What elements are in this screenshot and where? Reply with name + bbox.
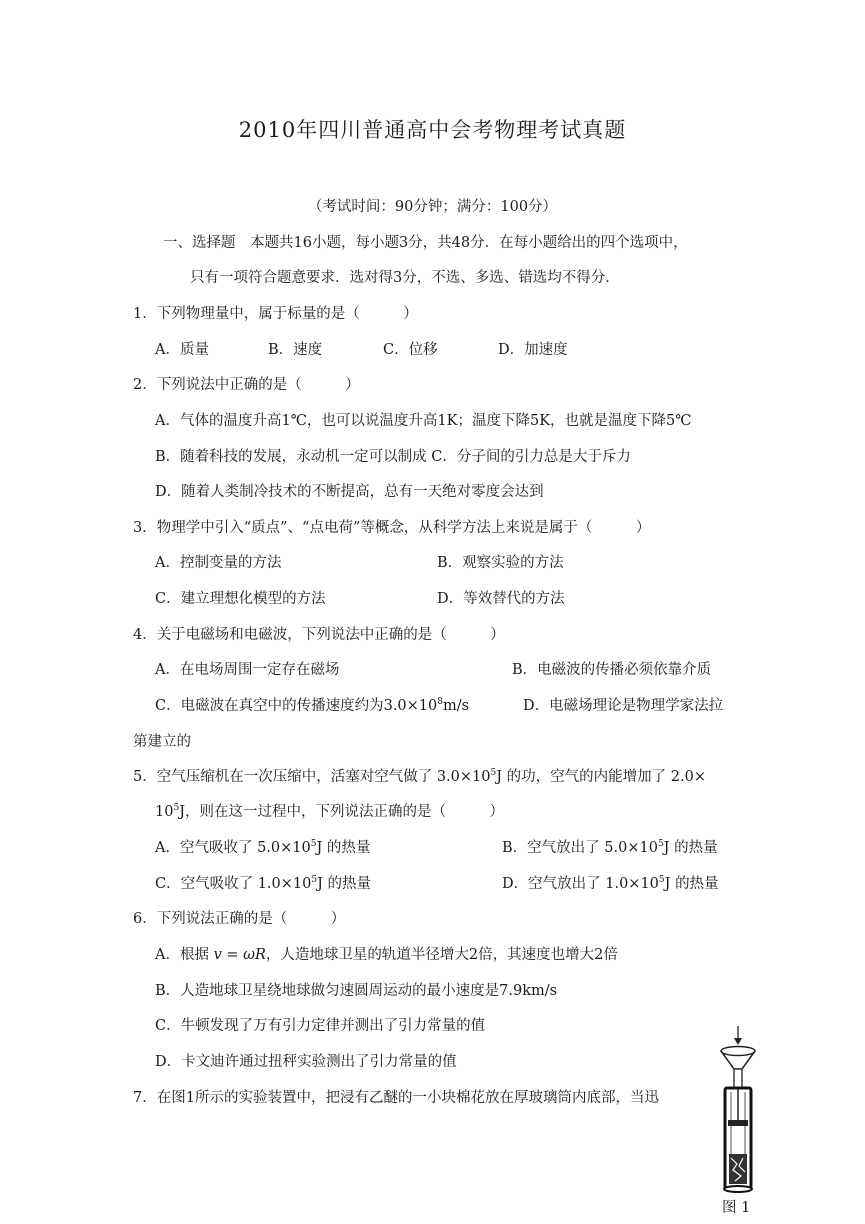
question-5-stem: 5．空气压缩机在一次压缩中，活塞对空气做了 $3.0\times 10^5J$ 的功，空气的内能增加了 2.0× bbox=[133, 768, 706, 785]
question-2-stem: 2．下列说法中正确的是（ ） bbox=[133, 377, 360, 393]
question-5-option-d: D．空气放出了 $1.0\times 10^5J$ 的热量 bbox=[502, 875, 719, 892]
page-title: 2010年四川普通高中会考物理考试真题 bbox=[238, 118, 627, 142]
question-5-option-b: B．空气放出了 $5.0\times 10^5J$ 的热量 bbox=[502, 839, 718, 856]
section-instruction-line1: 一、选择题 本题共16小题，每小题3分，共48分．在每小题给出的四个选项中， bbox=[163, 235, 688, 251]
question-3-option-a: A．控制变量的方法 bbox=[155, 555, 282, 571]
question-5-stem-continued: $10^5J$，则在这一过程中，下列说法正确的是（ ） bbox=[155, 803, 504, 820]
figure-caption: 图 1 bbox=[722, 1200, 751, 1216]
formula-v-omega-r: v = ωR bbox=[213, 947, 266, 963]
question-3-option-b: B．观察实验的方法 bbox=[437, 555, 564, 571]
section-instruction-line2: 只有一项符合题意要求．选对得3分，不选、多选、错选均不得分． bbox=[190, 270, 620, 286]
question-4-stem: 4．关于电磁场和电磁波，下列说法中正确的是（ ） bbox=[133, 627, 505, 643]
question-3-option-d: D．等效替代的方法 bbox=[437, 591, 565, 607]
question-1-option-c: C．位移 bbox=[383, 342, 438, 358]
question-2-option-d: D．随着人类制冷技术的不断提高，总有一天绝对零度会达到 bbox=[155, 484, 544, 500]
exam-info: （考试时间：90分钟；满分：100分） bbox=[307, 199, 558, 215]
question-1-option-a: A．质量 bbox=[155, 342, 209, 358]
question-7-stem: 7．在图1所示的实验装置中，把浸有乙醚的一小块棉花放在厚玻璃筒内底部，当迅 bbox=[133, 1090, 659, 1106]
question-3-stem: 3．物理学中引入“质点”、“点电荷”等概念，从科学方法上来说是属于（ ） bbox=[133, 520, 651, 536]
question-4-option-c: C．电磁波在真空中的传播速度约为$3.0\times 10^8m/s$ bbox=[155, 697, 470, 714]
question-6-option-a: A．根据 v = ωR，人造地球卫星的轨道半径增大2倍，其速度也增大2倍 bbox=[155, 947, 618, 963]
question-1-stem: 1．下列物理量中，属于标量的是（ ） bbox=[133, 306, 418, 322]
question-6-option-b: B．人造地球卫星绕地球做匀速圆周运动的最小速度是7.9km/s bbox=[155, 983, 558, 999]
question-4-option-d: D．电磁场理论是物理学家法拉 bbox=[523, 698, 724, 714]
question-6-option-c: C．牛顿发现了万有引力定律并测出了引力常量的值 bbox=[155, 1018, 486, 1034]
question-5-option-c: C．空气吸收了 $1.0\times 10^5J$ 的热量 bbox=[155, 875, 372, 892]
question-4-option-b: B．电磁波的传播必须依靠介质 bbox=[512, 662, 712, 678]
question-5-option-a: A．空气吸收了 $5.0\times 10^5J$ 的热量 bbox=[155, 839, 371, 856]
question-2-option-a: A．气体的温度升高1℃，也可以说温度升高1K；温度下降5K，也就是温度下降5℃ bbox=[155, 413, 692, 429]
question-1-option-d: D．加速度 bbox=[498, 342, 568, 358]
question-2-option-bc: B．随着科技的发展，永动机一定可以制成 C．分子间的引力总是大于斥力 bbox=[155, 449, 631, 465]
question-4-option-a: A．在电场周围一定存在磁场 bbox=[155, 662, 340, 678]
question-1-option-b: B．速度 bbox=[268, 342, 323, 358]
piston-tube-figure bbox=[712, 1024, 764, 1194]
question-4-option-d-continued: 第建立的 bbox=[133, 734, 191, 750]
question-6-option-d: D．卡文迪许通过扭秤实验测出了引力常量的值 bbox=[155, 1054, 457, 1070]
question-3-option-c: C．建立理想化模型的方法 bbox=[155, 591, 326, 607]
question-6-stem: 6．下列说法正确的是（ ） bbox=[133, 911, 346, 927]
